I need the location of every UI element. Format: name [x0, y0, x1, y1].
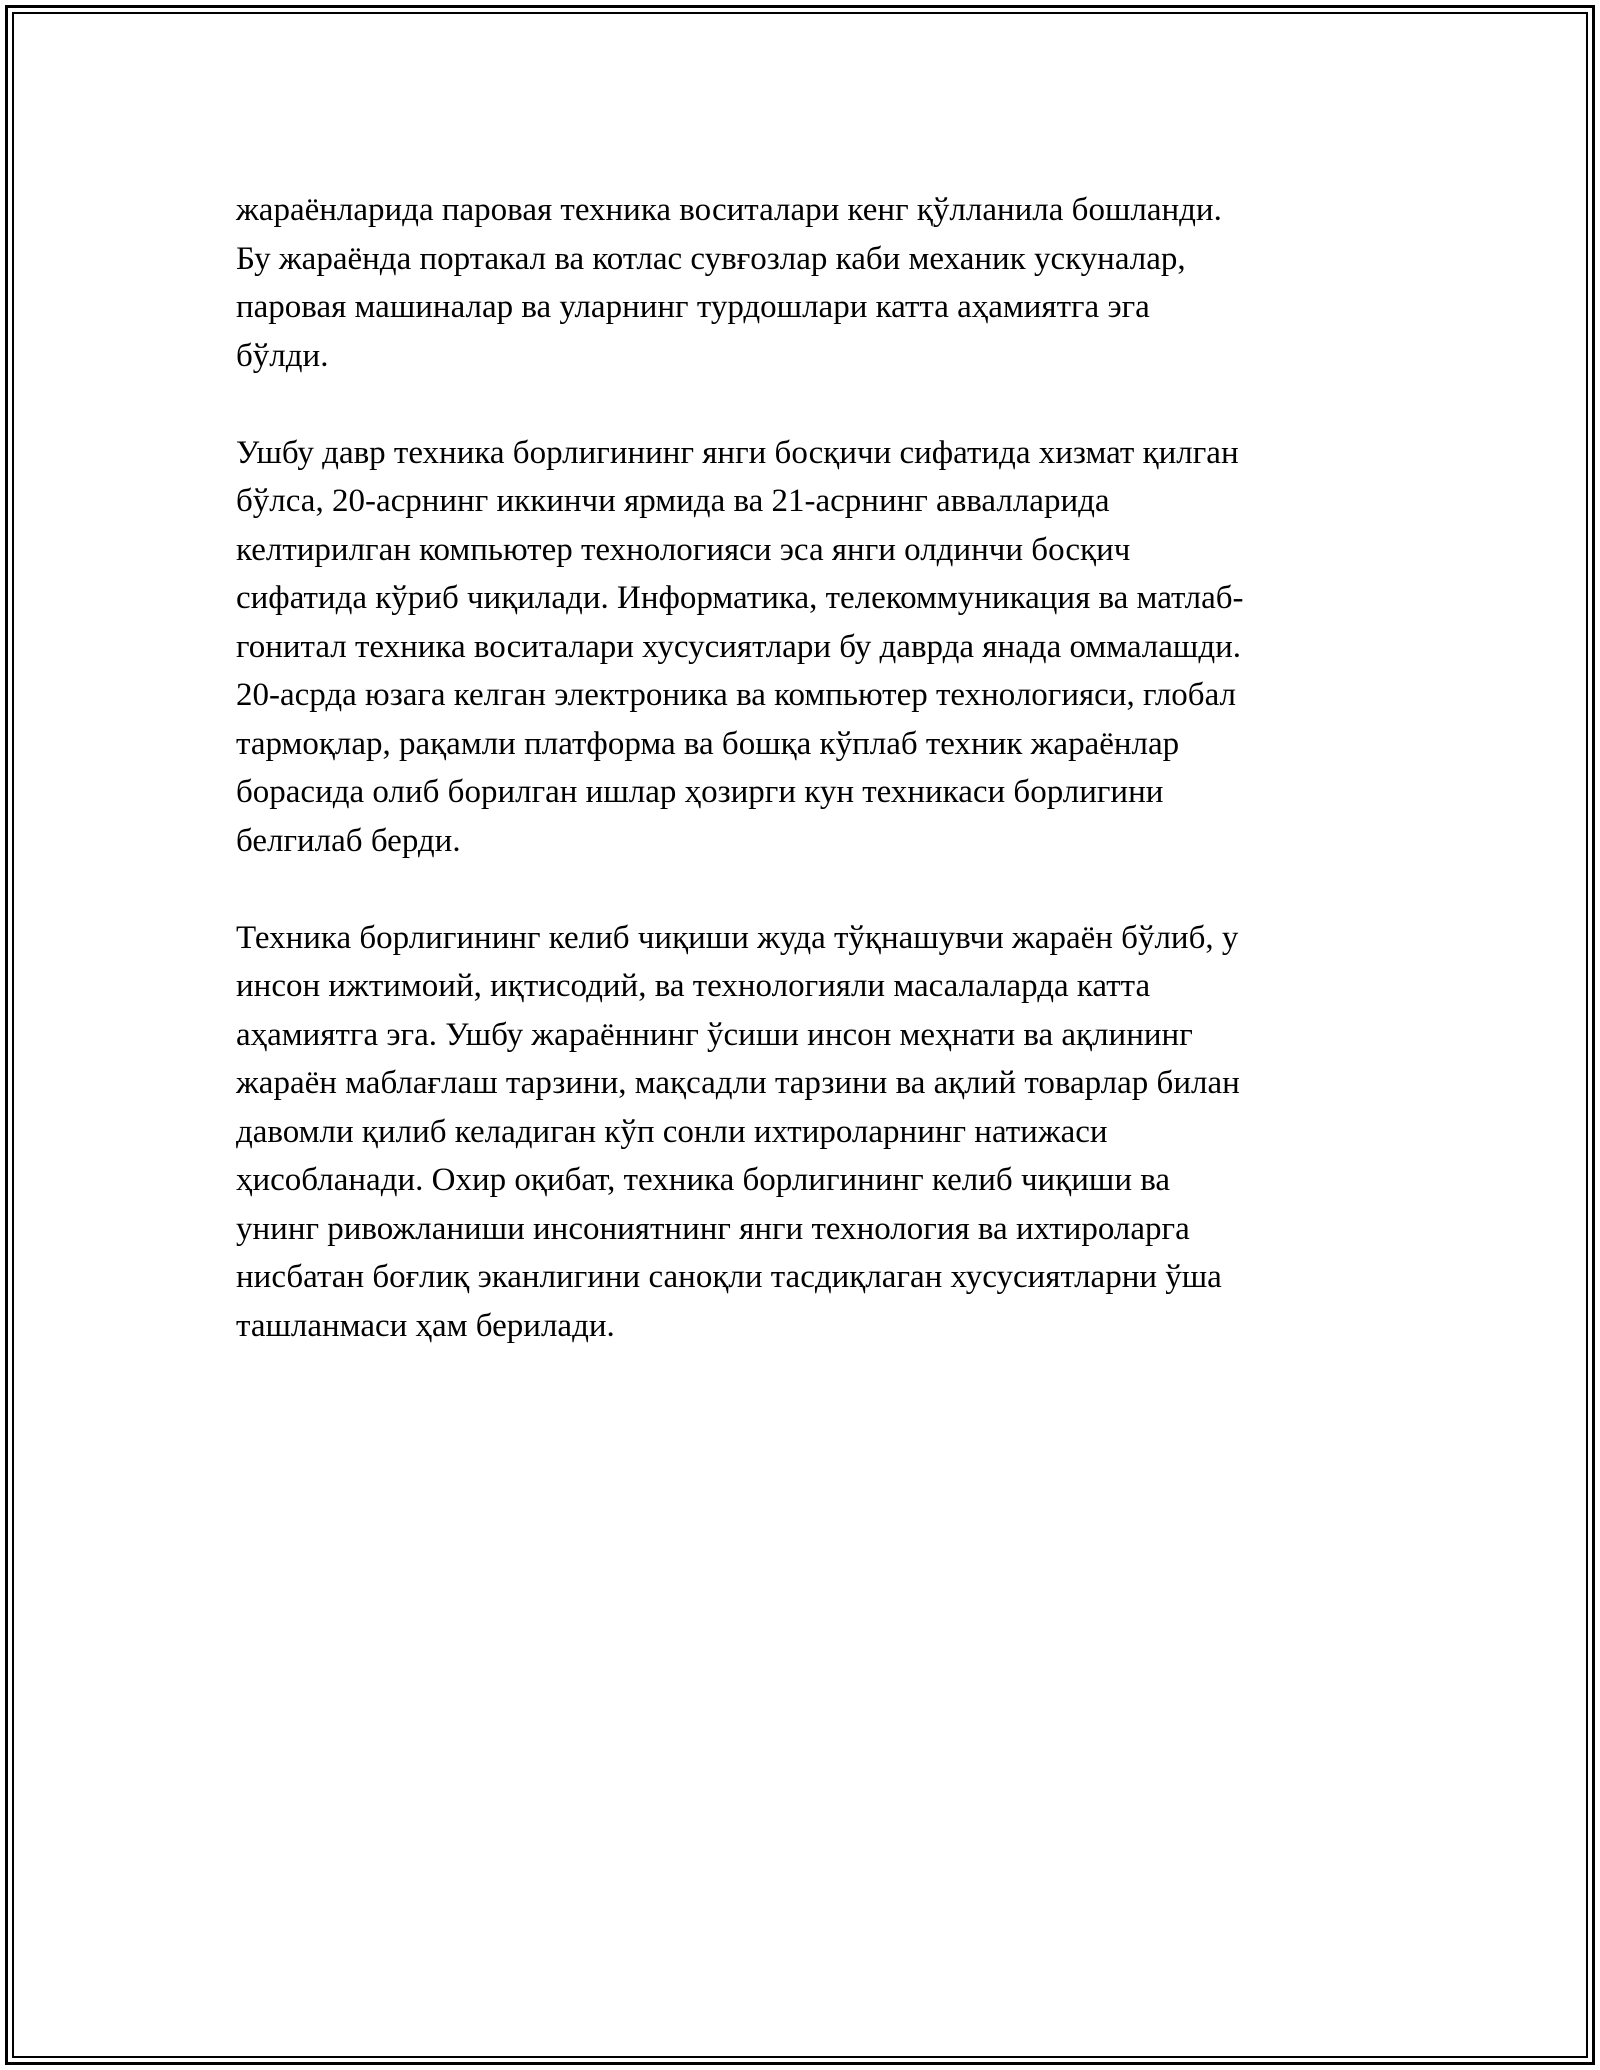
paragraph-3: Техника борлигининг келиб чиқиши жуда тўқнашувчи жараён бўлиб, у инсон ижтимоий, иқтисодий, ва технологияли масалаларда катта аҳамиятга эга. Ушбу жараённинг ўсиши инсон меҳнати ва ақлининг жараён маблағлаш тарзини, мақсадли тарзини ва ақлий товарлар билан давомли қилиб келадиган кўп сонли ихтироларнинг натижаси ҳисобланади. Охир оқибат, техника борлигининг келиб чиқиши ва унинг ривожланиши инсониятнинг янги технология ва ихтироларга нисбатан боғлиқ эканлигини саноқли тасдиқлаган хусусиятларни ўша ташланмаси ҳам берилади.: [236, 919, 1240, 1344]
paragraph-2: Ушбу давр техника борлигининг янги босқичи сифатида хизмат қилган бўлса, 20-асрнинг иккинчи ярмида ва 21-асрнинг аввалларида келтирилган компьютер технологияси эса янги олдинчи босқич сифатида кўриб чиқилади. Информатика, телекоммуникация ва матлаб- гонитал техника воситалари хусусиятлари бу даврда янада оммалашди. 20-асрда юзага келган электроника ва компьютер технологияси, глобал тармоқлар, рақамли платформа ва бошқа кўплаб техник жараёнлар борасида олиб борилган ишлар ҳозирги кун техникаси борлигини белгилаб берди.: [236, 434, 1244, 859]
paragraph-1: жараёнларида паровая техника воситалари кенг қўлланила бошланди. Бу жараёнда портакал ва котлас сувғозлар каби механик ускуналар, паровая машиналар ва уларнинг турдошлари катта аҳамиятга эга бўлди.: [236, 192, 1222, 374]
document-body: [236, 186, 1376, 1399]
